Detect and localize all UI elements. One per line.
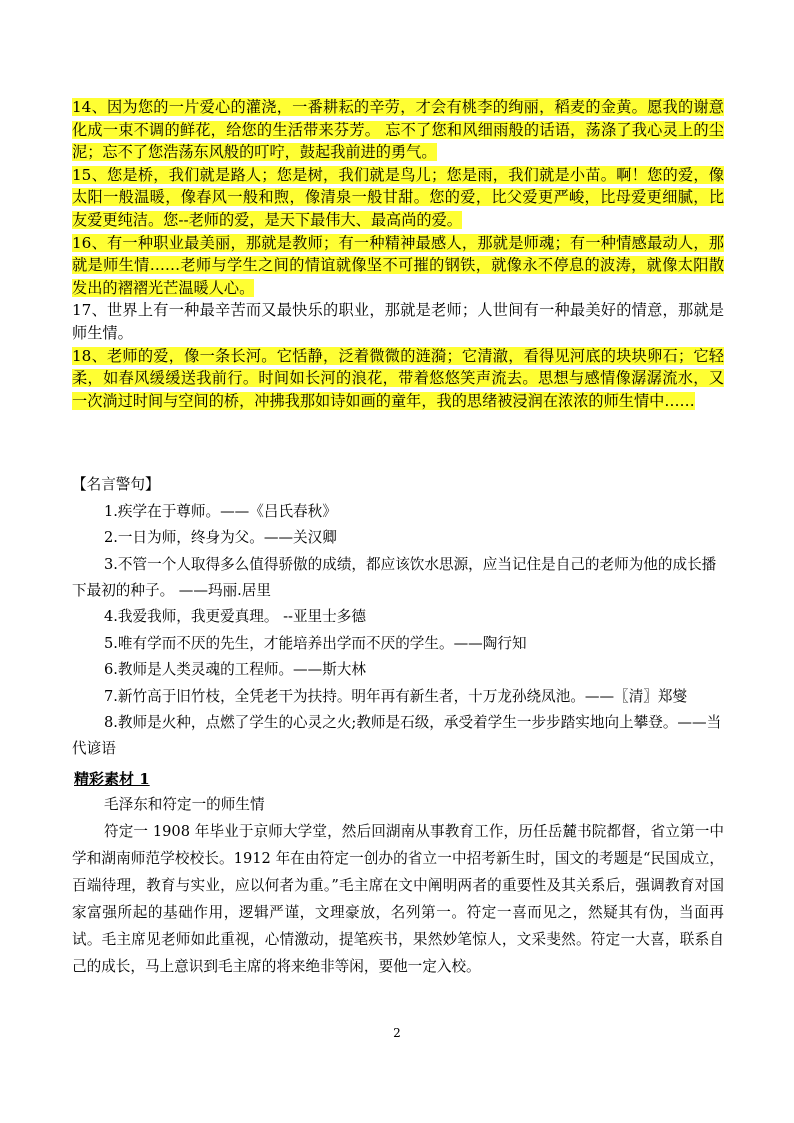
material-subtitle: 毛泽东和符定一的师生情 xyxy=(104,795,265,813)
quote-item: 5.唯有学而不厌的先生，才能培养出学而不厌的学生。——陶行知 xyxy=(104,634,527,652)
document-page xyxy=(72,96,724,980)
quote-item: 7.新竹高于旧竹枝，全凭老干为扶持。明年再有新生者，十万龙孙绕凤池。——〖清〗郑燮 xyxy=(104,687,688,705)
item-16 xyxy=(72,232,724,300)
quote-item: 6.教师是人类灵魂的工程师。——斯大林 xyxy=(104,661,367,679)
item-17-text: 17、世界上有一种最辛苦而又最快乐的职业，那就是老师；人世间有一种最美好的情意，那就是师生情。 xyxy=(72,301,724,342)
item-14-text: 14、因为您的一片爱心的灌浇，一番耕耘的辛劳，才会有桃李的绚丽，稻麦的金黄。愿我的谢意化成一束不调的鲜花，给您的生活带来芬芳。 忘不了您和风细雨般的话语，荡涤了我心灵上的尘泥；忘不了您浩荡东风般的叮咛，鼓起我前进的勇气。 xyxy=(72,98,724,162)
item-17 xyxy=(72,299,724,344)
material-body: 符定一 1908 年毕业于京师大学堂，然后回湖南从事教育工作，历任岳麓书院都督，省立第一中学和湖南师范学校校长。1912 年在由符定一创办的省立一中招考新生时，国文的考题是“民国成立，百端待理，教育与实业，应以何者为重。”毛主席在文中阐明两者的重要性及其关系后，强调教育对国家富强所起的基础作用，逻辑严谨，文理豪放，名列第一。符定一喜而见之，然疑其有伪，当面再试。毛主席见老师如此重视，心情激动，提笔疾书，果然妙笔惊人，文采斐然。符定一大喜，联系自己的成长，马上意识到毛主席的将来绝非等闲，要他一定入校。 xyxy=(72,822,724,975)
page-number: 2 xyxy=(393,1026,401,1040)
quote-item: 8.教师是火种，点燃了学生的心灵之火;教师是石级，承受着学生一步步踏实地向上攀登。——当代谚语 xyxy=(72,713,722,758)
item-15 xyxy=(72,164,724,232)
material-story xyxy=(72,791,724,980)
quote-item: 1.疾学在于尊师。——《吕氏春秋》 xyxy=(104,502,337,520)
quote-item: 4.我爱我师，我更爱真理。 --亚里士多德 xyxy=(104,608,366,626)
quote-item: 2.一日为师，终身为父。——关汉卿 xyxy=(104,529,337,547)
quotes-section xyxy=(72,472,724,762)
item-14 xyxy=(72,96,724,164)
material-title xyxy=(72,767,724,791)
item-18 xyxy=(72,345,724,413)
highlighted-items xyxy=(72,96,724,412)
quotes-heading: 【名言警句】 xyxy=(72,476,160,494)
material-title-text: 精彩素材 1 xyxy=(74,769,150,788)
quote-item: 3.不管一个人取得多么值得骄傲的成绩，都应该饮水思源，应当记住是自己的老师为他的成长播下最初的种子。 ——玛丽.居里 xyxy=(72,555,717,599)
item-16-text: 16、有一种职业最美丽，那就是教师；有一种精神最感人，那就是师魂；有一种情感最动人，那就是师生情……老师与学生之间的情谊就像坚不可摧的钢铁，就像永不停息的波涛，就像太阳散发出的褶褶光芒温暖人心。 xyxy=(72,233,724,297)
item-18-text: 18、老师的爱，像一条长河。它恬静，泛着微微的涟漪；它清澈，看得见河底的块块卵石；它轻柔，如春风缓缓送我前行。时间如长河的浪花，带着悠悠笑声流去。思想与感情像潺潺流水，又一次淌过时间与空间的桥，冲拂我那如诗如画的童年，我的思绪被浸润在浓浓的师生情中…… xyxy=(72,346,724,410)
item-15-text: 15、您是桥，我们就是路人；您是树，我们就是鸟儿；您是雨，我们就是小苗。啊！您的爱，像太阳一般温暖，像春风一般和煦，像清泉一般甘甜。您的爱，比父爱更严峻，比母爱更细腻，比友爱更纯洁。您--老师的爱，是天下最伟大、最高尚的爱。 xyxy=(72,165,724,229)
